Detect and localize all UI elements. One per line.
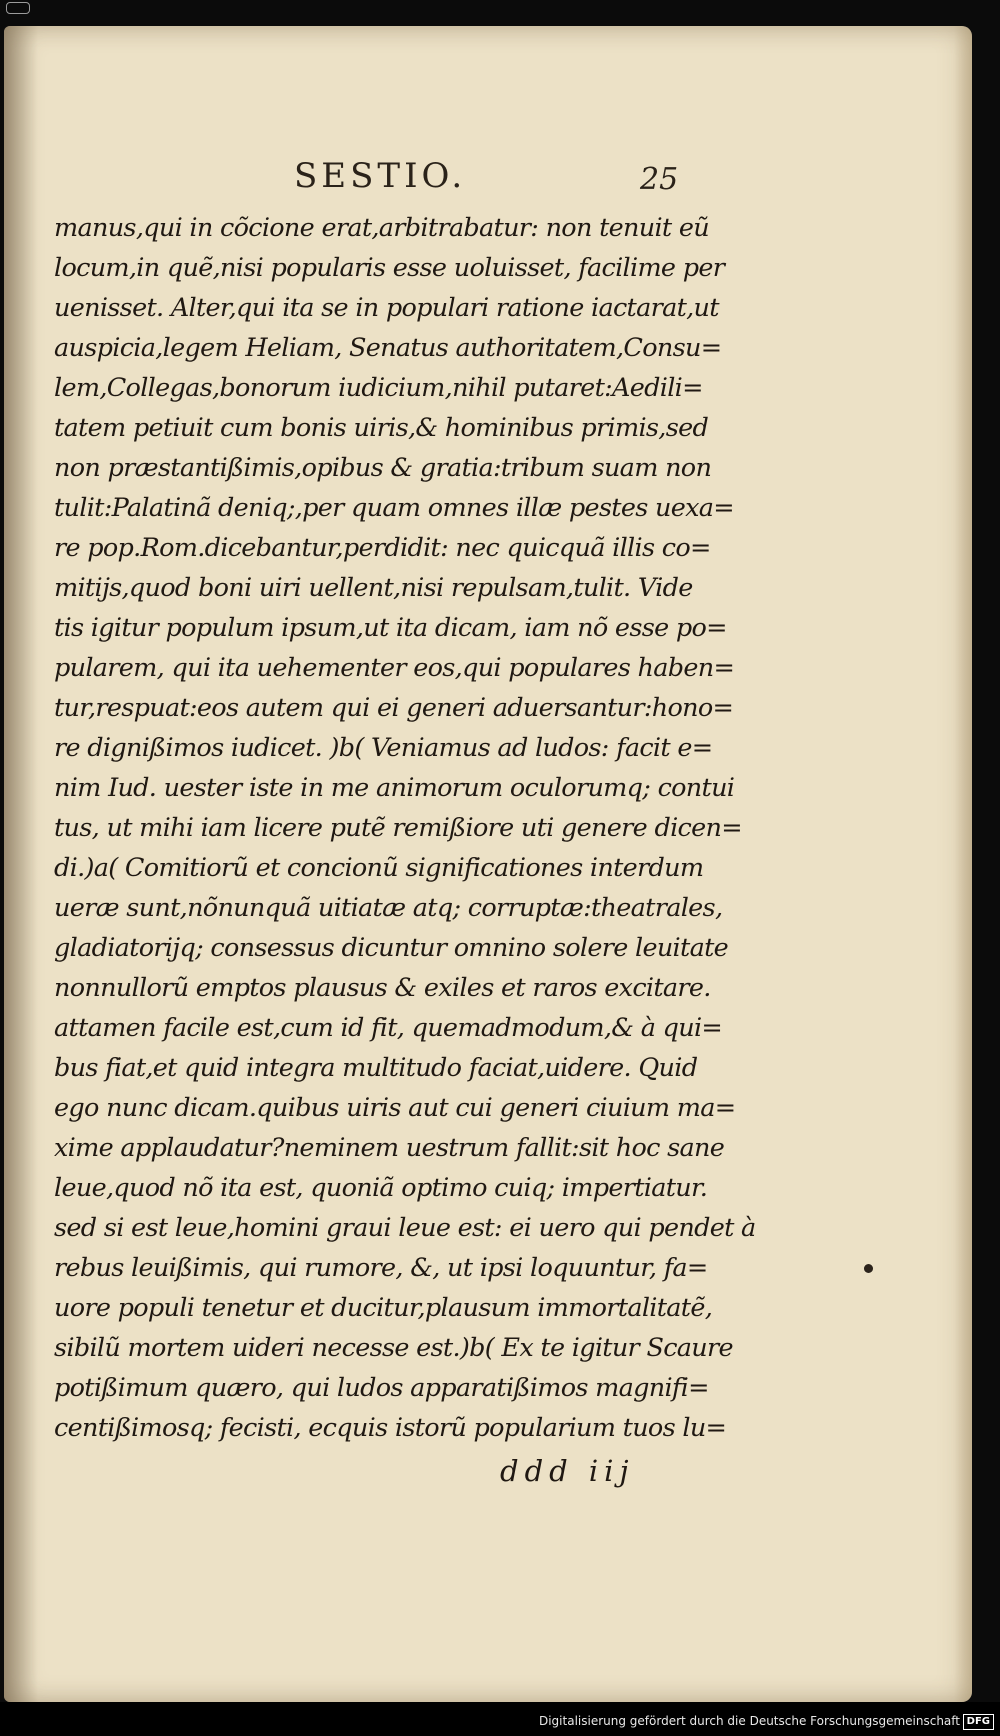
text-line: leue,quod nõ ita est, quoniã optimo cuiq; impertiatur. — [54, 1173, 708, 1203]
text-line: tis igitur populum ipsum,ut ita dicam, iam nõ esse po= — [54, 613, 727, 643]
text-line: di.)a( Comitiorũ et concionũ significationes interdum — [54, 853, 704, 883]
text-line: potißimum quæro, qui ludos apparatißimos magnifi= — [54, 1373, 709, 1403]
corner-mark — [6, 2, 30, 14]
text-line: uenisset. Alter,qui ita se in populari ratione iactarat,ut — [54, 293, 719, 323]
text-line: locum,in quẽ,nisi popularis esse uoluisset, facilime per — [54, 253, 725, 283]
funding-note: Digitalisierung gefördert durch die Deutsche Forschungsgemeinschaft — [538, 1714, 960, 1728]
book-page — [4, 26, 972, 1702]
text-line: ueræ sunt,nõnunquã uitiatæ atq; corruptæ:theatrales, — [54, 893, 723, 923]
footer-bar — [0, 1702, 1000, 1736]
text-line: pularem, qui ita uehementer eos,qui populares haben= — [54, 653, 735, 683]
text-line: manus,qui in cõcione erat,arbitrabatur: non tenuit eũ — [54, 213, 709, 243]
signature-mark: ddd iij — [500, 1454, 635, 1488]
dfg-logo: DFG — [963, 1714, 994, 1730]
text-line: nonnullorũ emptos plausus & exiles et raros excitare. — [54, 973, 711, 1003]
text-line: sibilũ mortem uideri necesse est.)b( Ex te igitur Scaure — [54, 1333, 733, 1363]
text-line: mitijs,quod boni uiri uellent,nisi repulsam,tulit. Vide — [54, 573, 693, 603]
page-number: 25 — [640, 162, 679, 197]
text-line: non præstantißimis,opibus & gratia:tribum suam non — [54, 453, 712, 483]
text-line: tus, ut mihi iam licere putẽ remißiore uti genere dicen= — [54, 813, 742, 843]
running-head: SESTIO. — [294, 156, 467, 196]
ink-speck — [864, 1264, 873, 1273]
text-line: ego nunc dicam.quibus uiris aut cui generi ciuium ma= — [54, 1093, 736, 1123]
text-line: tatem petiuit cum bonis uiris,& hominibus primis,sed — [54, 413, 709, 443]
body-text — [54, 208, 756, 1448]
text-line: sed si est leue,homini graui leue est: ei uero qui pendet à — [54, 1213, 756, 1243]
text-line: gladiatorijq; consessus dicuntur omnino solere leuitate — [54, 933, 729, 963]
text-line: nim Iud. uester iste in me animorum oculorumq; contui — [54, 773, 735, 803]
text-line: xime applaudatur?neminem uestrum fallit:sit hoc sane — [54, 1133, 725, 1163]
text-line: bus fiat,et quid integra multitudo faciat,uidere. Quid — [54, 1053, 698, 1083]
text-line: re pop.Rom.dicebantur,perdidit: nec quicquã illis co= — [54, 533, 711, 563]
text-line: rebus leuißimis, qui rumore, &, ut ipsi loquuntur, fa= — [54, 1253, 708, 1283]
text-line: lem,Collegas,bonorum iudicium,nihil putaret:Aedili= — [54, 373, 703, 403]
text-line: tulit:Palatinã deniq;,per quam omnes illæ pestes uexa= — [54, 493, 734, 523]
text-line: attamen facile est,cum id fit, quemadmodum,& à qui= — [54, 1013, 723, 1043]
text-line: tur,respuat:eos autem qui ei generi aduersantur:hono= — [54, 693, 734, 723]
text-line: re dignißimos iudicet. )b( Veniamus ad ludos: facit e= — [54, 733, 713, 763]
text-line: centißimosq; fecisti, ecquis istorũ popularium tuos lu= — [54, 1413, 727, 1443]
text-line: uore populi tenetur et ducitur,plausum immortalitatẽ, — [54, 1293, 713, 1323]
text-line: auspicia,legem Heliam, Senatus authoritatem,Consu= — [54, 333, 722, 363]
